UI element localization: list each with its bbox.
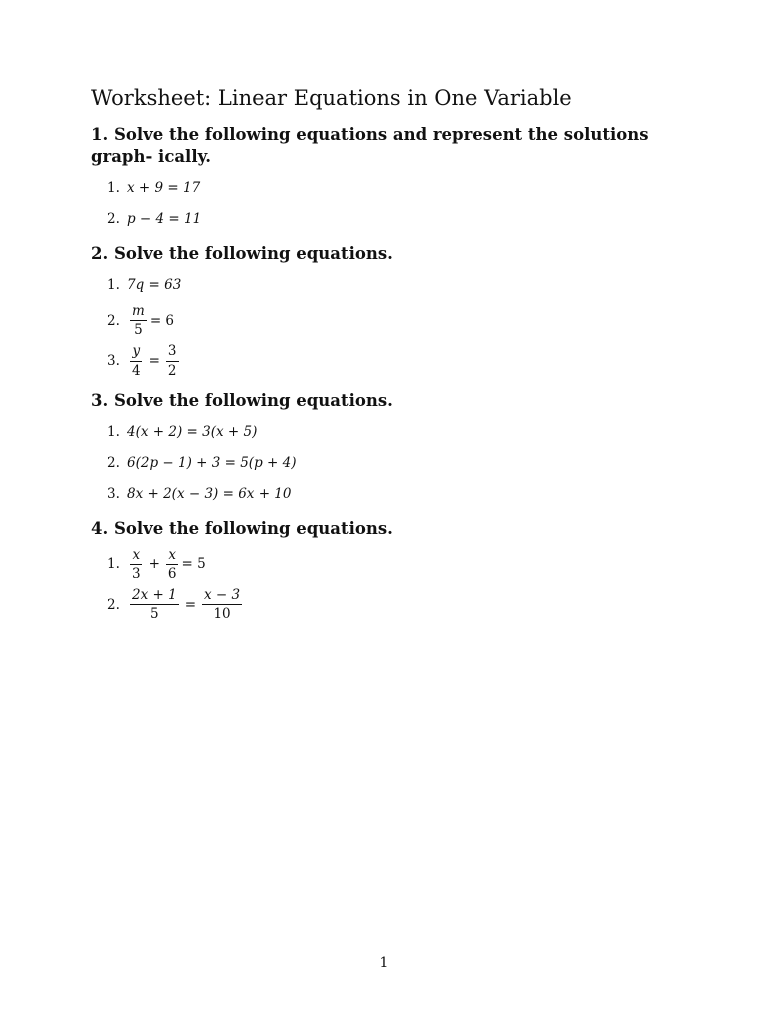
numerator: m bbox=[130, 304, 147, 321]
question-1-item-2 bbox=[107, 207, 691, 231]
numerator: 2x + 1 bbox=[130, 588, 179, 605]
question-4-items bbox=[107, 548, 691, 622]
fraction bbox=[130, 304, 147, 337]
question-4-item-1 bbox=[107, 548, 691, 581]
item-number: 3. bbox=[107, 485, 120, 502]
equals-sign: = bbox=[148, 353, 160, 370]
fraction bbox=[166, 548, 179, 581]
question-2-item-1 bbox=[107, 273, 691, 297]
question-2-heading: 2. Solve the following equations. bbox=[91, 244, 393, 263]
numerator: x bbox=[130, 548, 142, 565]
denominator: 5 bbox=[150, 606, 159, 623]
item-number: 2. bbox=[107, 596, 120, 613]
denominator: 3 bbox=[132, 565, 141, 582]
equation: 4(x + 2) = 3(x + 5) bbox=[127, 423, 258, 440]
question-1-item-1 bbox=[107, 176, 691, 200]
page-number: 1 bbox=[379, 955, 389, 971]
fraction bbox=[166, 344, 179, 377]
worksheet-title: Worksheet: Linear Equations in One Variable bbox=[91, 86, 572, 110]
item-number: 1. bbox=[107, 277, 120, 293]
equals-sign: = bbox=[184, 596, 196, 613]
equation-rhs: = 5 bbox=[181, 556, 206, 573]
question-3 bbox=[91, 390, 691, 506]
equation bbox=[127, 588, 245, 621]
denominator: 4 bbox=[132, 362, 141, 379]
item-number: 1. bbox=[107, 423, 120, 440]
question-2-item-2 bbox=[107, 304, 691, 337]
question-4-heading: 4. Solve the following equations. bbox=[91, 518, 393, 538]
fraction bbox=[130, 344, 143, 377]
question-3-item-1 bbox=[107, 420, 691, 444]
equation bbox=[127, 344, 182, 377]
numerator: x bbox=[166, 548, 178, 565]
question-3-item-3 bbox=[107, 482, 691, 506]
plus-sign: + bbox=[148, 556, 160, 573]
question-1-items bbox=[107, 176, 691, 231]
item-number: 2. bbox=[107, 312, 120, 329]
question-2-item-3 bbox=[107, 344, 691, 377]
question-3-items bbox=[107, 420, 691, 506]
denominator: 6 bbox=[167, 565, 177, 582]
numerator: x − 3 bbox=[202, 588, 242, 605]
fraction bbox=[130, 548, 143, 581]
denominator: 2 bbox=[167, 362, 177, 379]
denominator: 5 bbox=[134, 322, 143, 339]
question-1 bbox=[91, 124, 691, 231]
equation bbox=[127, 548, 206, 581]
fraction bbox=[130, 588, 179, 621]
item-number: 1. bbox=[107, 180, 120, 196]
question-3-item-2 bbox=[107, 451, 691, 475]
equation: p − 4 = 11 bbox=[127, 211, 202, 227]
equation: 7q = 63 bbox=[127, 277, 182, 293]
question-4-item-2 bbox=[107, 588, 691, 621]
question-4 bbox=[91, 518, 691, 622]
equation: x + 9 = 17 bbox=[127, 180, 201, 196]
denominator: 10 bbox=[213, 606, 231, 623]
question-2 bbox=[91, 243, 691, 378]
fraction bbox=[202, 588, 242, 621]
question-3-heading: 3. Solve the following equations. bbox=[91, 390, 393, 410]
question-1-heading: 1. Solve the following equations and represent the solutions graph- ically. bbox=[91, 125, 649, 166]
worksheet-page bbox=[91, 86, 691, 633]
equation: 8x + 2(x − 3) = 6x + 10 bbox=[127, 485, 292, 502]
question-2-items bbox=[107, 273, 691, 378]
numerator: 3 bbox=[166, 344, 179, 361]
item-number: 2. bbox=[107, 211, 120, 227]
item-number: 3. bbox=[107, 353, 120, 370]
item-number: 1. bbox=[107, 556, 120, 573]
equation-rhs: = 6 bbox=[149, 312, 175, 329]
equation bbox=[127, 304, 174, 337]
numerator: y bbox=[130, 344, 142, 361]
equation: 6(2p − 1) + 3 = 5(p + 4) bbox=[127, 454, 297, 471]
item-number: 2. bbox=[107, 454, 120, 471]
